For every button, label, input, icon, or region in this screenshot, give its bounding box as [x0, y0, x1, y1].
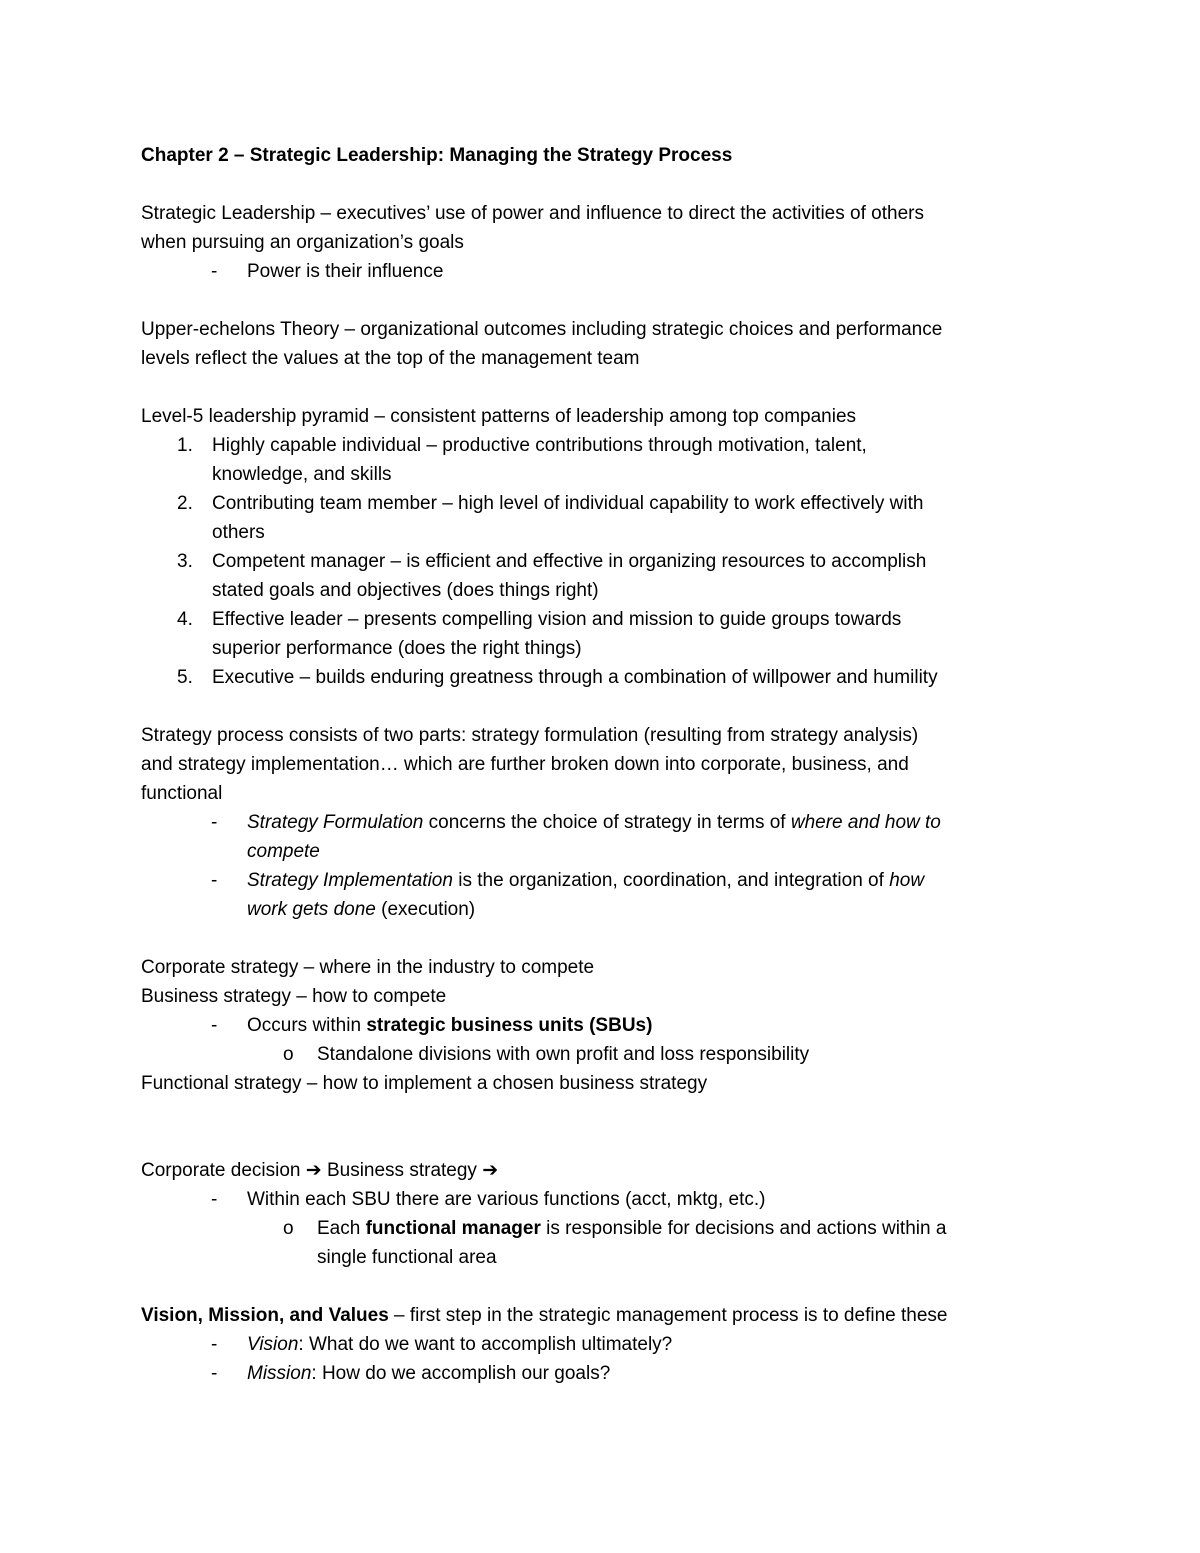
emphasis-text: how — [889, 870, 925, 891]
term-mission: Mission — [247, 1363, 312, 1384]
item-text-cont: superior performance (does the right things) — [212, 638, 582, 659]
arrow-icon: ➔ — [482, 1160, 499, 1181]
item-text: Contributing team member – high level of individual capability to work effectively with — [212, 493, 924, 514]
list-item — [141, 808, 1061, 837]
dash-bullet: - — [211, 812, 218, 833]
item-text: Highly capable individual – productive contributions through motivation, talent, — [212, 435, 867, 456]
bullet-text: is the organization, coordination, and integration of — [452, 870, 890, 891]
bullet-text: (execution) — [375, 899, 476, 920]
functional-strategy-definition: Functional strategy – how to implement a chosen business strategy — [141, 1073, 708, 1094]
item-text-cont: stated goals and objectives (does things right) — [212, 580, 599, 601]
bullet-text-cont — [141, 837, 1061, 866]
bullet-text: : What do we want to accomplish ultimately? — [298, 1334, 673, 1355]
dash-bullet: - — [211, 261, 218, 282]
upper-echelons-definition-cont: levels reflect the values at the top of the management team — [141, 348, 640, 369]
list-item — [141, 866, 1061, 895]
vmv-text: – first step in the strategic management process is to define these — [388, 1305, 948, 1326]
list-item — [141, 1359, 1061, 1388]
bullet-text: is responsible for decisions and actions within a — [540, 1218, 947, 1239]
emphasis-text: where and how to — [790, 812, 941, 833]
strategy-process-text-cont: and strategy implementation… which are further broken down into corporate, business, and — [141, 754, 909, 775]
item-text: Effective leader – presents compelling vision and mission to guide groups towards — [212, 609, 902, 630]
level5-heading: Level-5 leadership pyramid – consistent patterns of leadership among top companies — [141, 406, 857, 427]
item-text-cont: knowledge, and skills — [212, 464, 392, 485]
item-text: Executive – builds enduring greatness through a combination of willpower and humility — [212, 667, 938, 688]
list-item — [141, 547, 1061, 576]
term-vision: Vision — [247, 1334, 299, 1355]
circle-bullet: o — [283, 1044, 294, 1065]
list-item — [141, 257, 1061, 286]
business-strategy-definition: Business strategy – how to compete — [141, 986, 447, 1007]
flow-text: Corporate decision — [141, 1160, 306, 1181]
item-number: 4. — [177, 609, 193, 630]
bullet-text: concerns the choice of strategy in terms of — [423, 812, 791, 833]
dash-bullet: - — [211, 1189, 218, 1210]
bullet-text-cont — [141, 895, 1061, 924]
item-number: 5. — [177, 667, 193, 688]
strategic-leadership-definition-cont: when pursuing an organization’s goals — [141, 232, 464, 253]
dash-bullet: - — [211, 1334, 218, 1355]
list-item — [141, 1214, 1061, 1243]
arrow-icon: ➔ — [305, 1160, 322, 1181]
bullet-text: Each — [317, 1218, 366, 1239]
item-number: 2. — [177, 493, 193, 514]
strategy-process-text-cont: functional — [141, 783, 223, 804]
list-item — [141, 663, 1061, 692]
bullet-text: Standalone divisions with own profit and loss responsibility — [317, 1044, 810, 1065]
document-page — [141, 141, 1061, 1388]
flow-text: Business strategy — [321, 1160, 483, 1181]
corporate-strategy-definition: Corporate strategy – where in the industry to compete — [141, 957, 595, 978]
bold-term: functional manager — [365, 1218, 541, 1239]
circle-bullet: o — [283, 1218, 294, 1239]
dash-bullet: - — [211, 870, 218, 891]
dash-bullet: - — [211, 1015, 218, 1036]
item-number: 1. — [177, 435, 193, 456]
item-text: Competent manager – is efficient and effective in organizing resources to accomplish — [212, 551, 927, 572]
list-item — [141, 489, 1061, 518]
dash-bullet: - — [211, 1363, 218, 1384]
chapter-title: Chapter 2 – Strategic Leadership: Managing the Strategy Process — [141, 145, 733, 166]
strategic-leadership-definition: Strategic Leadership – executives’ use of power and influence to direct the activities of others — [141, 203, 924, 224]
item-number: 3. — [177, 551, 193, 572]
bullet-text: Occurs within — [247, 1015, 367, 1036]
bullet-text-cont: single functional area — [317, 1247, 497, 1268]
upper-echelons-definition: Upper-echelons Theory – organizational outcomes including strategic choices and performance — [141, 319, 943, 340]
bullet-text: Within each SBU there are various functions (acct, mktg, etc.) — [247, 1189, 766, 1210]
bullet-text: : How do we accomplish our goals? — [311, 1363, 611, 1384]
list-item — [141, 1330, 1061, 1359]
list-item — [141, 1011, 1061, 1040]
item-text-cont: others — [212, 522, 265, 543]
emphasis-text: compete — [247, 841, 320, 862]
bullet-text: Power is their influence — [247, 261, 444, 282]
term-strategy-formulation: Strategy Formulation — [247, 812, 424, 833]
emphasis-text: work gets done — [247, 899, 376, 920]
list-item — [141, 1185, 1061, 1214]
strategy-process-text: Strategy process consists of two parts: strategy formulation (resulting from strategy analysis) — [141, 725, 919, 746]
strategy-flow — [141, 1156, 1061, 1185]
list-item — [141, 431, 1061, 460]
vision-mission-values — [141, 1301, 1061, 1330]
list-item — [141, 1040, 1061, 1069]
bold-term: strategic business units (SBUs) — [366, 1015, 653, 1036]
list-item — [141, 605, 1061, 634]
term-strategy-implementation: Strategy Implementation — [247, 870, 453, 891]
bold-term: Vision, Mission, and Values — [141, 1305, 389, 1326]
